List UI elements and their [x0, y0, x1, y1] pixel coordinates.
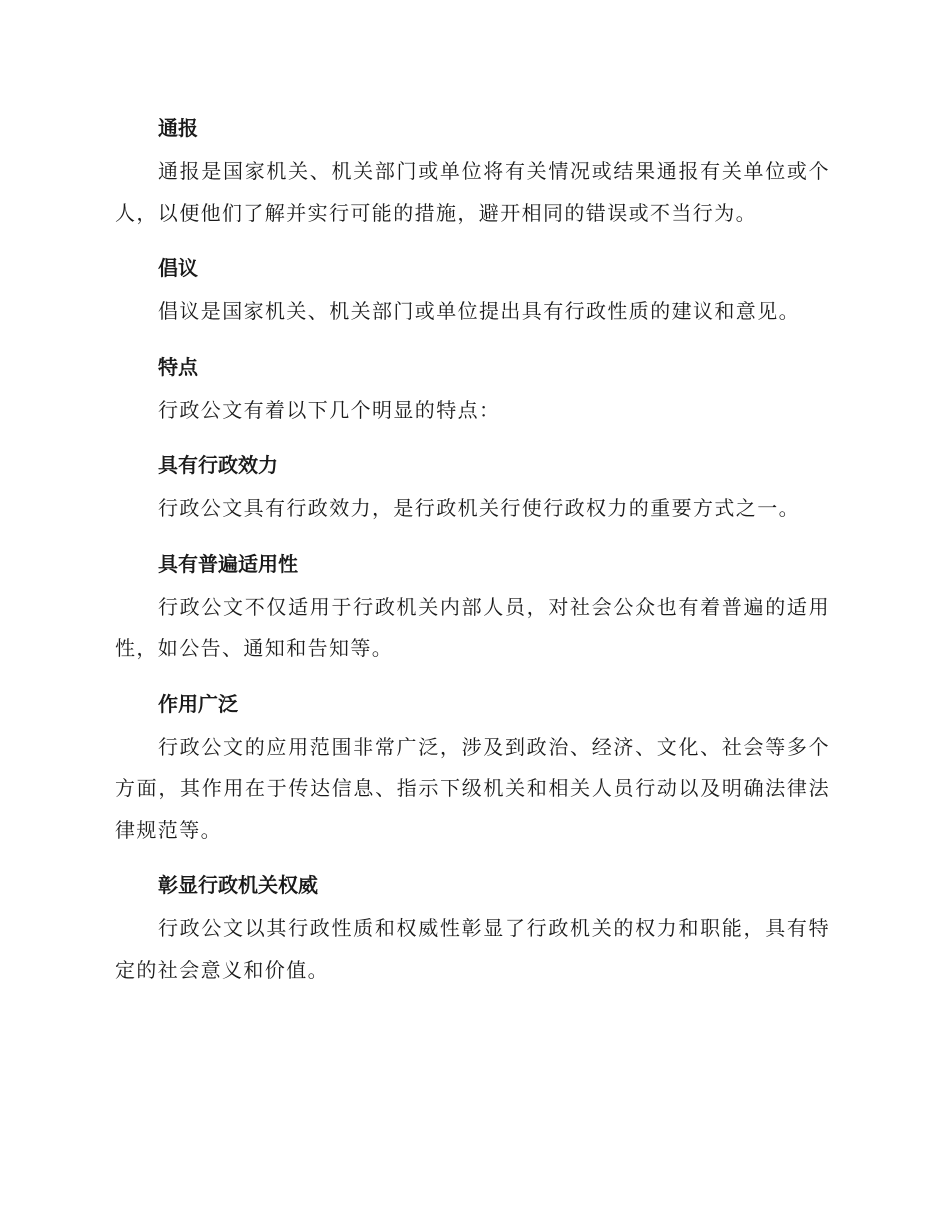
- section-pubian-shiyong: [115, 541, 830, 670]
- section-heading: 特点: [158, 354, 198, 379]
- section-paragraph: 通报是国家机关、机关部门或单位将有关情况或结果通报有关单位或个人，以便他们了解并实行可能的措施，避开相同的错误或不当行为。: [115, 159, 830, 225]
- section-paragraph: 行政公文以其行政性质和权威性彰显了行政机关的权力和职能，具有特定的社会意义和价值。: [115, 916, 830, 982]
- section-paragraph: 倡议是国家机关、机关部门或单位提出具有行政性质的建议和意见。: [158, 299, 800, 323]
- section-paragraph: 行政公文有着以下几个明显的特点：: [158, 397, 501, 422]
- section-zhangxian-quanwei: [115, 862, 830, 991]
- section-zuoyong-guangfan: [115, 681, 830, 852]
- section-changyi: [115, 245, 830, 333]
- section-heading: 倡议: [158, 256, 198, 280]
- section-heading: 具有行政效力: [158, 453, 278, 477]
- section-heading: 通报: [158, 116, 198, 140]
- section-tongbao: [115, 105, 830, 234]
- section-paragraph: 行政公文的应用范围非常广泛，涉及到政治、经济、文化、社会等多个方面，其作用在于传达信息、指示下级机关和相关人员行动以及明确法律法律规范等。: [115, 734, 830, 842]
- section-heading: 彰显行政机关权威: [158, 873, 318, 897]
- section-xingzheng-xiaoli: [115, 442, 830, 530]
- section-tedian: [115, 344, 830, 432]
- section-paragraph: 行政公文不仅适用于行政机关内部人员，对社会公众也有着普遍的适用性，如公告、通知和告知等。: [115, 594, 830, 660]
- section-heading: 作用广泛: [158, 691, 238, 716]
- document-page: [115, 105, 830, 1002]
- section-paragraph: 行政公文具有行政效力，是行政机关行使行政权力的重要方式之一。: [158, 496, 800, 520]
- section-heading: 具有普遍适用性: [158, 551, 298, 576]
